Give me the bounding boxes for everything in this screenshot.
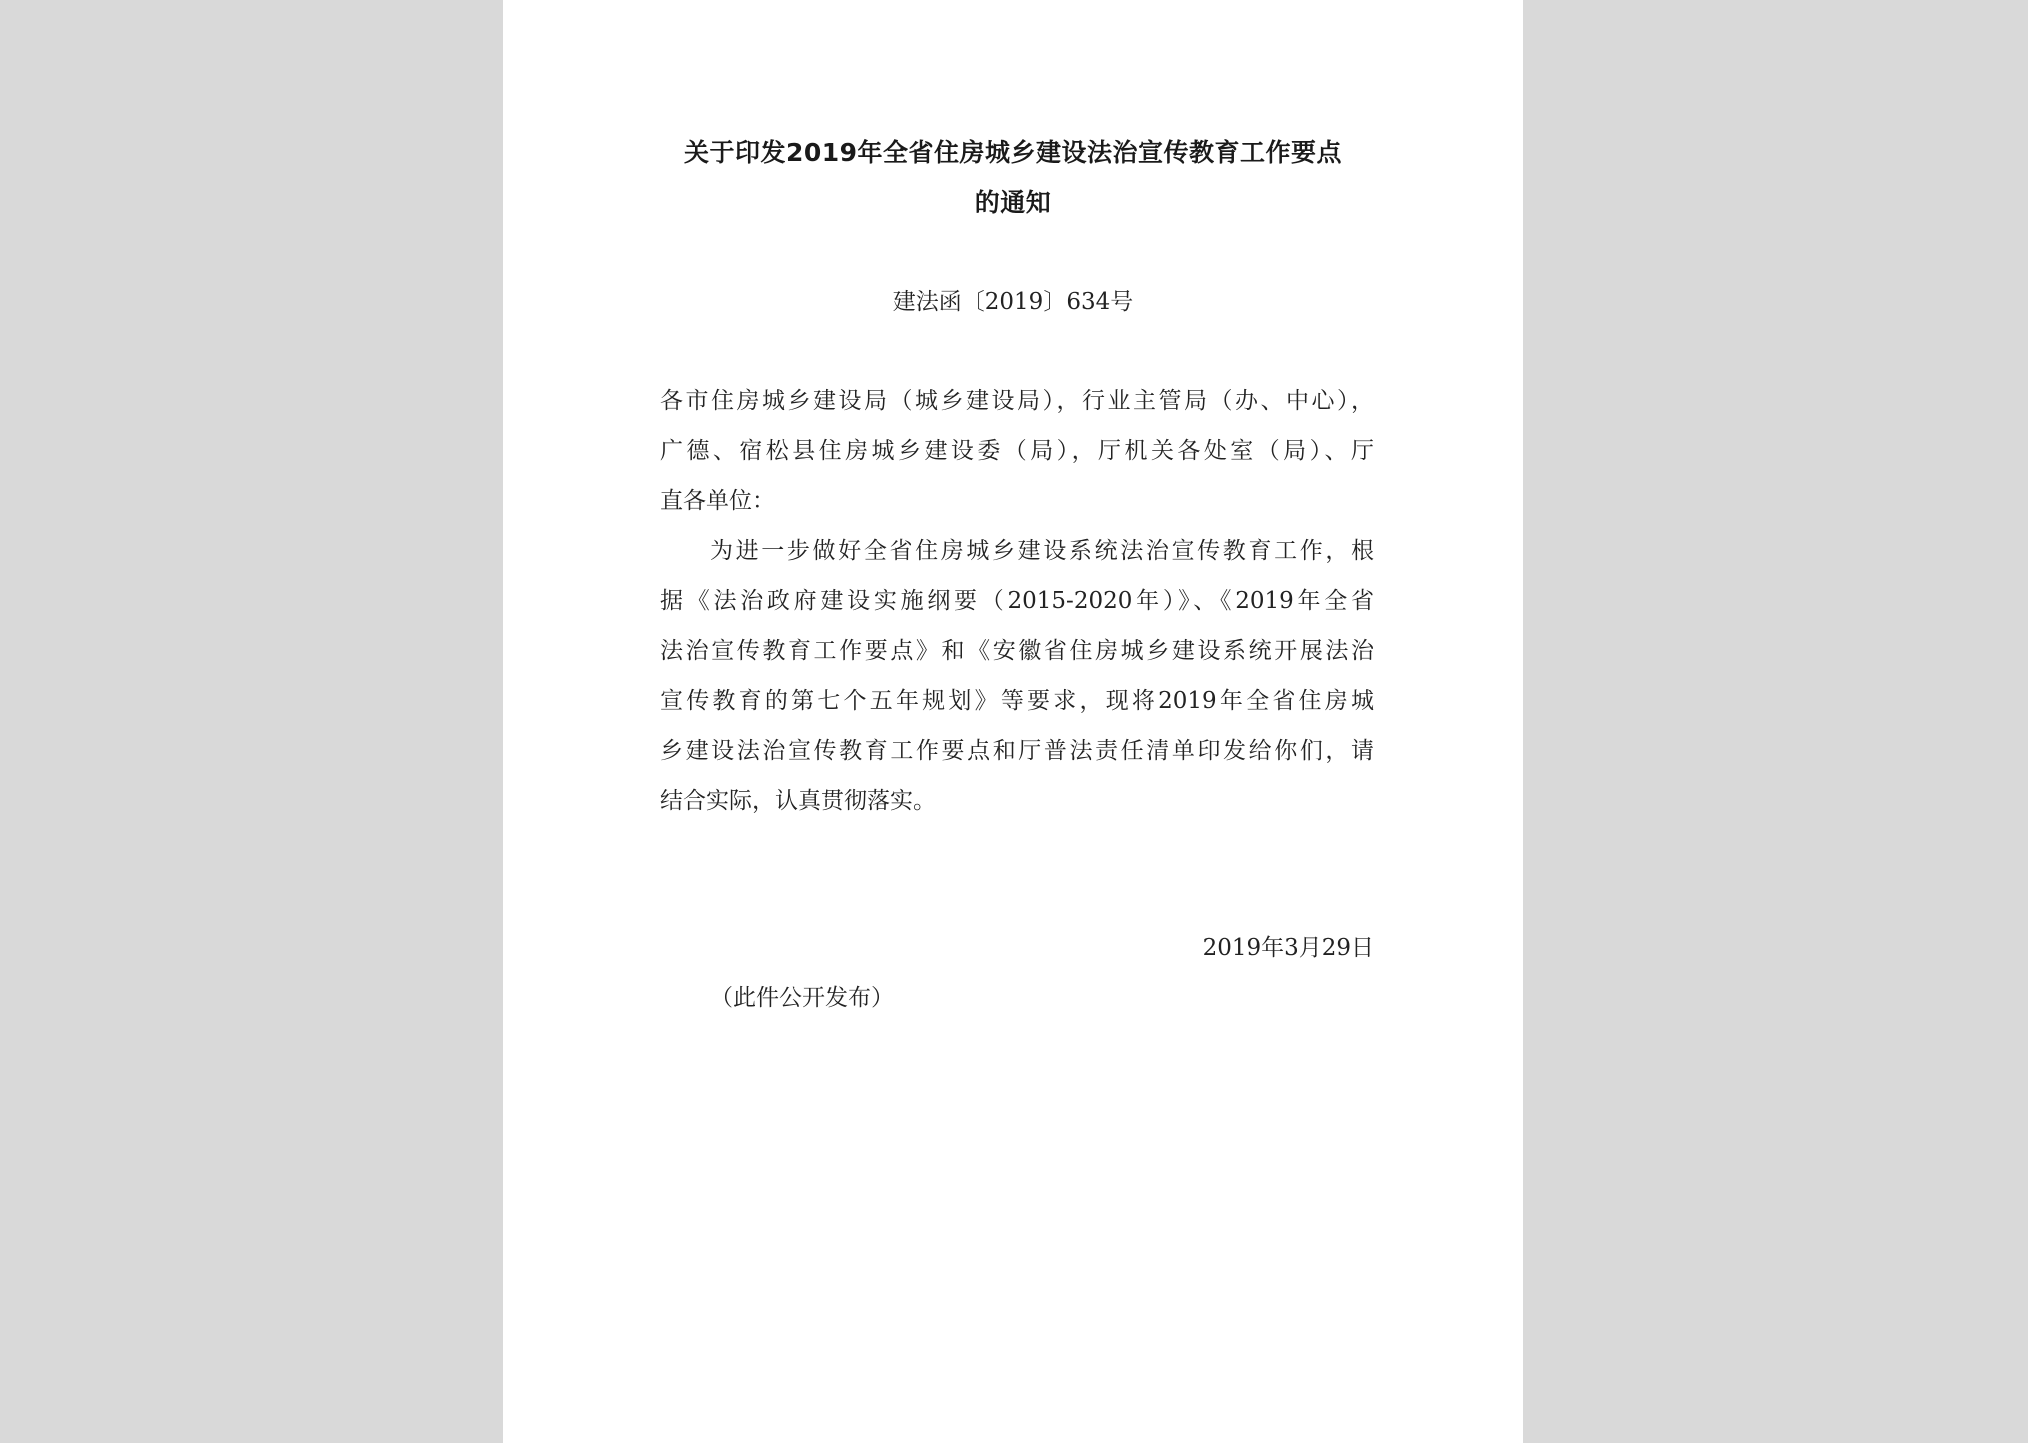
publish-note: （此件公开发布） — [710, 985, 894, 1011]
body-line: 乡建设法治宣传教育工作要点和厅普法责任清单印发给你们，请 — [660, 738, 1374, 764]
document-title-line-1: 关于印发2019年全省住房城乡建设法治宣传教育工作要点 — [683, 138, 1343, 167]
body-line: 据《法治政府建设实施纲要（2015-2020年）》、《2019年全省 — [660, 588, 1374, 614]
address-line: 广德、宿松县住房城乡建设委（局），厅机关各处室（局）、厅 — [660, 438, 1374, 464]
document-date: 2019年3月29日 — [1202, 935, 1374, 961]
document-page — [503, 0, 1523, 1443]
body-line: 结合实际，认真贯彻落实。 — [660, 788, 936, 814]
document-title-line-2: 的通知 — [974, 188, 1052, 217]
document-number: 建法函〔2019〕634号 — [892, 289, 1134, 315]
body-line: 宣传教育的第七个五年规划》等要求，现将2019年全省住房城 — [660, 688, 1374, 714]
address-line: 各市住房城乡建设局（城乡建设局），行业主管局（办、中心）， — [660, 388, 1374, 414]
address-line: 直各单位： — [660, 488, 775, 514]
body-line: 法治宣传教育工作要点》和《安徽省住房城乡建设系统开展法治 — [660, 638, 1374, 664]
body-line: 为进一步做好全省住房城乡建设系统法治宣传教育工作，根 — [710, 538, 1374, 564]
